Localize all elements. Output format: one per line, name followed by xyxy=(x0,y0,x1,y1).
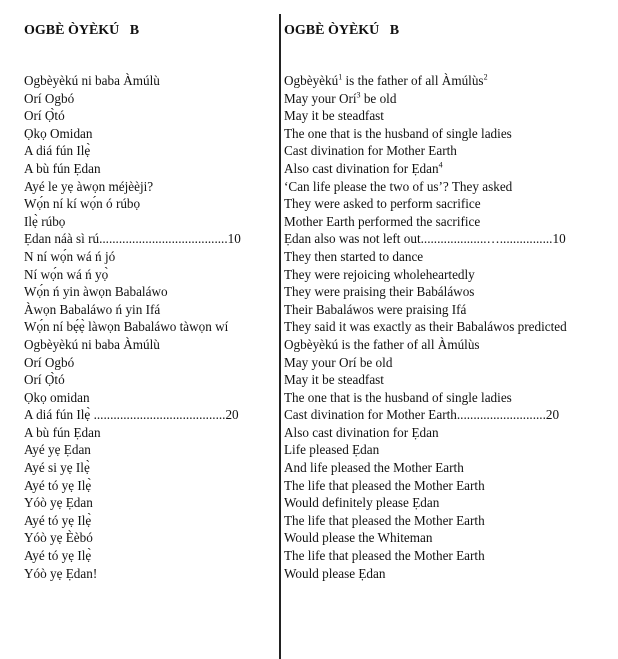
english-title: OGBÈ ÒYÈKÚ B xyxy=(284,23,400,38)
yoruba-verse-line: Wọ́n ń yin àwọn Babaláwo xyxy=(24,284,168,300)
verse-text: The life that pleased the Mother Earth xyxy=(284,477,485,493)
yoruba-verse-line: Ayé tó yẹ Ilẹ̀ xyxy=(24,477,92,493)
verse-text: The one that is the husband of single ladies xyxy=(284,389,512,405)
verse-text: They then started to dance xyxy=(284,248,424,264)
english-verse-line xyxy=(284,547,614,565)
yoruba-verse-line: A bù fún Ẹdan xyxy=(24,424,101,440)
verse-text: May it be steadfast xyxy=(284,372,384,388)
english-verse-line xyxy=(284,125,614,143)
english-verse-line xyxy=(284,389,614,407)
yoruba-verse-line: Ọkọ omidan xyxy=(24,389,90,405)
english-verse-line xyxy=(284,494,614,512)
yoruba-verse-line: Ní wọ́n wá ń yọ̀ xyxy=(24,266,109,282)
verse-text: They were asked to perform sacrifice xyxy=(284,196,481,212)
yoruba-verse-line: Orí Ọ̀tó xyxy=(24,372,65,388)
footnote-marker: 4 xyxy=(438,160,443,170)
verse-text: Ogbèyèkú is the father of all Àmúlùs xyxy=(284,336,480,352)
verse-text: be old xyxy=(360,90,397,106)
yoruba-verse-line: Ayé le yẹ àwọn méjèèji? xyxy=(24,178,154,194)
yoruba-verse-line: Ọkọ Omidan xyxy=(24,125,93,141)
english-verse-line xyxy=(284,477,614,495)
yoruba-verse-line: Ẹdan náà sì rú.......................................10 xyxy=(24,231,241,247)
verse-text: Also cast divination for Ẹdan xyxy=(284,160,439,176)
verse-text: They were rejoicing wholeheartedly xyxy=(284,266,475,282)
yoruba-verse-line: Yóò yẹ Èèbó xyxy=(24,530,93,546)
verse-text: Cast divination for Mother Earth...........................20 xyxy=(284,407,560,423)
english-verse-line xyxy=(284,318,614,336)
verse-text: Mother Earth performed the sacrifice xyxy=(284,213,481,229)
verse-text: They said it was exactly as their Babaláwos predicted xyxy=(284,319,567,335)
english-verse-line xyxy=(284,107,614,125)
english-verse-line xyxy=(284,160,614,178)
verse-text: The life that pleased the Mother Earth xyxy=(284,512,485,528)
yoruba-verse-line: Ayé tó yẹ Ilẹ̀ xyxy=(24,512,92,528)
yoruba-verse xyxy=(24,72,274,582)
verse-text: The one that is the husband of single ladies xyxy=(284,125,512,141)
footnote-marker: 1 xyxy=(338,72,343,82)
verse-text: The life that pleased the Mother Earth xyxy=(284,548,485,564)
yoruba-verse-line: Àwọn Babaláwo ń yin Ifá xyxy=(24,301,161,317)
verse-text: ‘Can life please the two of us’? They asked xyxy=(284,178,513,194)
verse-text: is the father of all Àmúlùs xyxy=(342,73,484,88)
english-verse-line xyxy=(284,230,614,248)
verse-text: Ogbèyèkú xyxy=(284,73,339,88)
english-verse-line xyxy=(284,178,614,196)
verse-text: May it be steadfast xyxy=(284,108,384,124)
yoruba-verse-line: Yóò yẹ Ẹdan! xyxy=(24,565,98,581)
english-verse-line xyxy=(284,354,614,372)
verse-text: May your Orí be old xyxy=(284,354,393,370)
yoruba-verse-line: Wọ́n ní kí wọ́n ó rúbọ xyxy=(24,196,141,212)
english-verse-line xyxy=(284,195,614,213)
footnote-marker: 3 xyxy=(356,90,361,100)
yoruba-verse-line: Ayé tó yẹ Ilẹ̀ xyxy=(24,548,92,564)
english-verse-line xyxy=(284,371,614,389)
english-verse-line xyxy=(284,459,614,477)
english-verse-line xyxy=(284,266,614,284)
yoruba-title: OGBÈ ÒYÈKÚ B xyxy=(24,23,140,38)
english-verse-line xyxy=(284,512,614,530)
english-verse-line xyxy=(284,441,614,459)
english-verse-line xyxy=(284,529,614,547)
verse-text: Cast divination for Mother Earth xyxy=(284,143,457,159)
english-verse-line xyxy=(284,406,614,424)
yoruba-verse-line: Ogbèyèkú ni baba Àmúlù xyxy=(24,73,160,88)
english-verse-line xyxy=(284,565,614,583)
yoruba-verse-line: Ogbèyèkú ni baba Àmúlù xyxy=(24,336,160,352)
footnote-marker: 2 xyxy=(483,72,488,82)
yoruba-verse-line: N ní wọ́n wá ń jó xyxy=(24,248,116,264)
yoruba-verse-line: Ilẹ̀ rúbọ xyxy=(24,213,66,229)
english-verse-line xyxy=(284,248,614,266)
verse-text: Also cast divination for Ẹdan xyxy=(284,424,439,440)
yoruba-verse-line: Orí Ọ̀tó xyxy=(24,108,65,124)
verse-text: Ẹdan also was not left out....................…................10 xyxy=(284,231,566,247)
yoruba-verse-line: Ayé yẹ Ẹdan xyxy=(24,442,91,458)
yoruba-verse-line: A bù fún Ẹdan xyxy=(24,160,101,176)
yoruba-verse-line: A diá fún Ilẹ̀ ........................................20 xyxy=(24,407,239,423)
english-column xyxy=(284,22,614,582)
verse-text: Their Babaláwos were praising Ifá xyxy=(284,301,467,317)
english-verse-line xyxy=(284,142,614,160)
verse-text: Would please Ẹdan xyxy=(284,565,386,581)
english-verse-line xyxy=(284,283,614,301)
english-verse-line xyxy=(284,90,614,108)
verse-text: May your Orí xyxy=(284,90,357,106)
english-verse-line xyxy=(284,72,614,90)
verse-text: Would please the Whiteman xyxy=(284,530,433,546)
yoruba-verse-line: Orí Ogbó xyxy=(24,354,75,370)
yoruba-verse-line: Yóò yẹ Ẹdan xyxy=(24,495,93,511)
english-verse-line xyxy=(284,213,614,231)
verse-text: Life pleased Ẹdan xyxy=(284,442,380,458)
yoruba-verse-line: A diá fún Ilẹ̀ xyxy=(24,143,91,159)
column-divider xyxy=(279,14,281,659)
english-verse xyxy=(284,72,614,582)
verse-text: And life pleased the Mother Earth xyxy=(284,460,464,476)
verse-text: Would definitely please Ẹdan xyxy=(284,495,440,511)
english-verse-line xyxy=(284,301,614,319)
yoruba-verse-line: Orí Ogbó xyxy=(24,90,75,106)
english-verse-line xyxy=(284,424,614,442)
yoruba-verse-line: Ayé si yẹ Ilẹ̀ xyxy=(24,460,90,476)
yoruba-column xyxy=(24,22,274,582)
english-verse-line xyxy=(284,336,614,354)
yoruba-verse-line: Wọ́n ní bẹ́ẹ̀ làwọn Babaláwo tàwọn wí xyxy=(24,319,229,335)
verse-text: They were praising their Babáláwos xyxy=(284,284,475,300)
